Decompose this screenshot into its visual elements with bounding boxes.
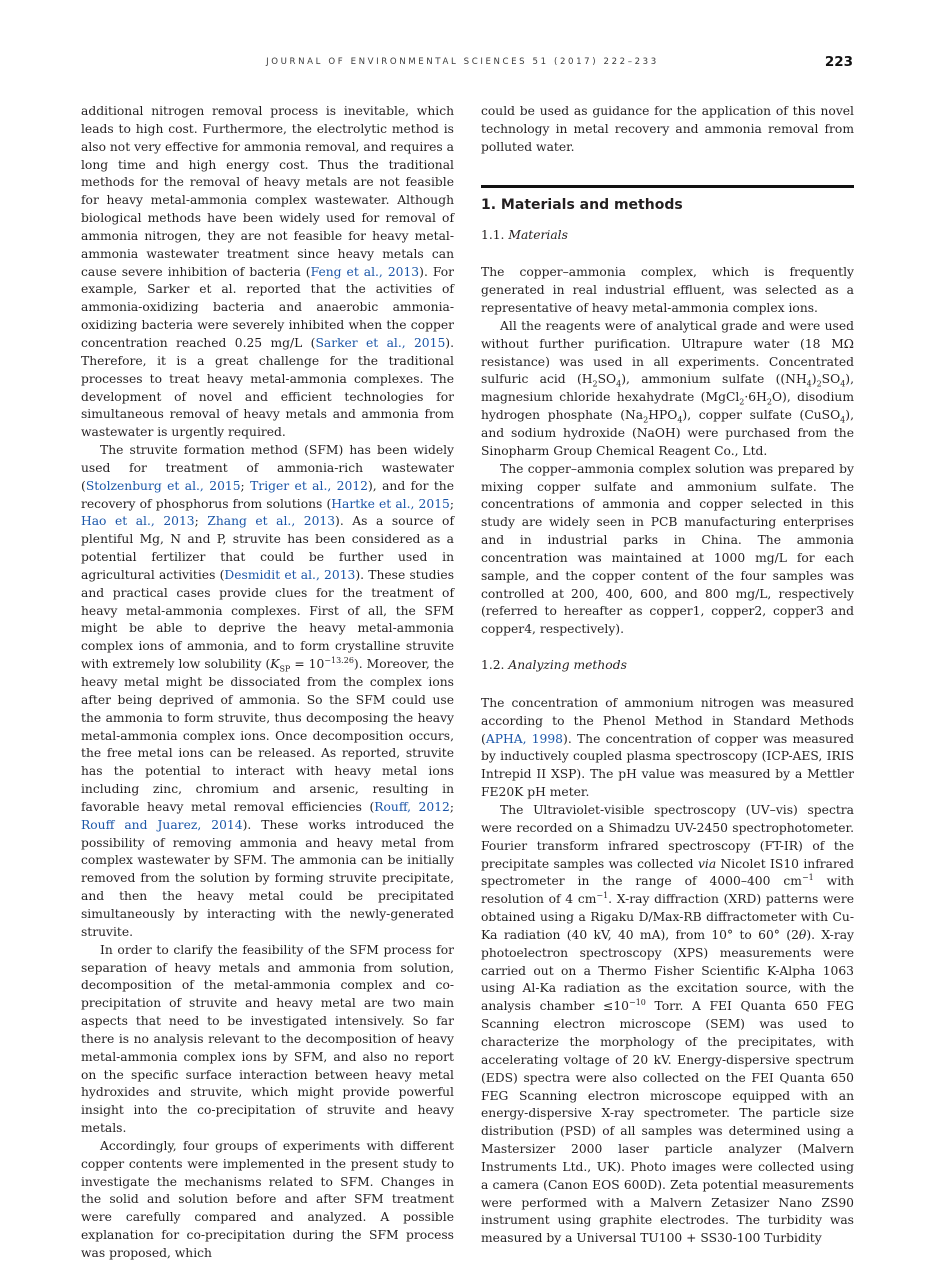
text: ). The concentration of copper was measured by inductively coupled plasma spectroscopy (ICP-AES, IRIS Intrepid II XSP). The pH value was measured by a Mettler FE20K pH meter. bbox=[481, 731, 854, 800]
text: additional nitrogen removal process is inevitable, which leads to high cost. Furthermore, the electrolytic method is also not very effective for ammonia removal, and requires a long time and high energy cost. Thus the traditional methods for the removal of heavy metals are not feasible for heavy metal-ammonia complex wastewater. Although biological methods have been widely used for removal of ammonia nitrogen, they are not feasible for heavy metal-ammonia wastewater treatment since heavy metals can cause severe inhibition of bacteria ( bbox=[81, 104, 454, 279]
text: ), and for the recovery of phosphorus from solutions ( bbox=[81, 478, 454, 511]
paragraph-accordingly: Accordingly, four groups of experiments with different copper contents were implemented in the present study to investigate the mechanisms related to SFM. Changes in the solid and solution before and after SFM treatment were carefully compared and analyzed. A possible explanation for co-precipitation during the SFM process was proposed, which bbox=[81, 1138, 454, 1260]
subsection-heading-analyzing bbox=[481, 657, 854, 675]
text: ), and sodium hydroxide (NaOH) were purchased from the Sinopharm Group Chemical Reagent Co., Ltd. bbox=[481, 408, 854, 458]
citation-link[interactable]: Rouff, 2012 bbox=[374, 799, 450, 814]
text: ). For example, Sarker et al. reported that the activities of ammonia-oxidizing bacteria and anaerobic ammonia-oxidizing bacteria were severely inhibited when the copper concentration reached 0.25 mg/L ( bbox=[81, 264, 454, 350]
text: ; bbox=[240, 478, 251, 493]
text: All the reagents were of analytical grade and were used without further purification. Ultrapure water (18 MΩ resistance) was used in all experiments. Concentrated sulfuric acid (H bbox=[481, 318, 854, 387]
text: . X-ray diffraction (XRD) patterns were obtained using a Rigaku D/Max-RB diffractometer with Cu-Ka radiation (40 kV, 40 mA), from 10° to 60° (2 bbox=[481, 892, 854, 942]
superscript: −1 bbox=[801, 873, 814, 883]
text: ). X-ray photoelectron spectroscopy (XPS) measurements were carried out on a Thermo Fisher Scientific K-Alpha 1063 using Al-Ka radiation as the excitation source, with the analysis chamber ≤10 bbox=[481, 927, 854, 1014]
citation-link[interactable]: Hartke et al., 2015 bbox=[331, 496, 450, 511]
subsection-number: 1.2. bbox=[481, 658, 509, 673]
text: Torr. A FEI Quanta 650 FEG Scanning electron microscope (SEM) was used to characterize the morphology of the precipitates, with accelerating voltage of 20 kV. Energy-dispersive spectrum (EDS) spectra were also collected on the FEI Quanta 650 FEG Scanning electron microscope equipped with an energy-dispersive X-ray spectrometer. The particle size distribution (PSD) of all samples was determined using a Mastersizer 2000 laser particle analyzer (Malvern Instruments Ltd., UK). Photo images were collected using a camera (Canon EOS 600D). Zeta potential measurements were performed with a Malvern Zetasizer Nano ZS90 instrument using graphite electrodes. The turbidity was measured by a Universal TU100 + SS30-100 Turbidity bbox=[481, 999, 854, 1246]
subscript: 4 bbox=[840, 415, 846, 425]
text: θ bbox=[798, 927, 807, 942]
citation-link[interactable]: Desmidit et al., 2013 bbox=[224, 567, 356, 582]
text: with resolution of 4 cm bbox=[481, 874, 854, 907]
citation-link[interactable]: Stolzenburg et al., 2015 bbox=[85, 478, 241, 493]
text: ). Therefore, it is a great challenge for the traditional processes to treat heavy metal-ammonia complexes. The development of novel and efficient technologies for simultaneous removal of heavy metals and ammonia from wastewater is urgently required. bbox=[81, 335, 454, 440]
subscript: 2 bbox=[592, 379, 598, 389]
text: ; bbox=[449, 799, 454, 814]
superscript: −10 bbox=[628, 998, 646, 1008]
subscript: 4 bbox=[840, 379, 846, 389]
paragraph-materials-1: The copper–ammonia complex, which is frequently generated in real industrial effluent, was selected as a representative of heavy metal-ammonia complex ions. bbox=[481, 265, 854, 316]
subsection-title: Materials bbox=[508, 227, 568, 242]
ksp-symbol: K bbox=[270, 657, 280, 672]
journal-running-title: JOURNAL OF ENVIRONMENTAL SCIENCES 51 (2017) 222–233 bbox=[266, 57, 659, 67]
citation-link[interactable]: Feng et al., 2013 bbox=[310, 264, 420, 279]
text: ). These studies and practical cases provide clues for the treatment of heavy metal-ammonia complexes. First of all, the SFM might be able to deprive the heavy metal-ammonia complex ions of ammonia, and to form crystalline struvite with extremely low solubility ( bbox=[81, 567, 455, 672]
text: O), disodium hydrogen phosphate (Na bbox=[481, 390, 854, 423]
subscript: 4 bbox=[806, 379, 812, 389]
text: ). These works introduced the possibility of removing ammonia and heavy metal from complex wastewater by SFM. The ammonia can be initially removed from the solution by forming struvite precipitate, and then the heavy metal could be precipitated simultaneously by interacting with the newly-generated struvite. bbox=[81, 817, 454, 939]
citation-link[interactable]: Hao et al., 2013 bbox=[81, 514, 195, 529]
citation-link[interactable]: Zhang et al., 2013 bbox=[207, 514, 336, 529]
subscript: 4 bbox=[616, 379, 622, 389]
subscript: 2 bbox=[816, 379, 822, 389]
text: The Ultraviolet-visible spectroscopy (UV–vis) spectra were recorded on a Shimadzu UV-2450 spectrophotometer. Fourier transform infrared spectroscopy (FT-IR) of the precipitate samples was collected bbox=[481, 803, 854, 871]
citation-link[interactable]: APHA, 1998 bbox=[485, 731, 564, 746]
subsection-number: 1.1. bbox=[481, 227, 509, 242]
subscript: 2 bbox=[766, 397, 772, 407]
subscript: 2 bbox=[643, 415, 649, 425]
text: ). Moreover, the heavy metal might be dissociated from the complex ions after being deprived of ammonia. So the SFM could use the ammonia to form struvite, thus decomposing the heavy metal-ammonia complex ions. Once decomposition occurs, the free metal ions can be released. As reported, struvite has the potential to interact with heavy metal ions including zinc, chromium and arsenic, resulting in favorable heavy metal removal efficiencies ( bbox=[81, 657, 454, 814]
superscript: −13.26 bbox=[324, 656, 354, 666]
text: ; bbox=[449, 496, 454, 511]
text: SO bbox=[597, 372, 617, 387]
text: ), ammonium sulfate ((NH bbox=[621, 372, 807, 387]
citation-link[interactable]: Triger et al., 2012 bbox=[250, 478, 368, 493]
paragraph-intro-continued bbox=[81, 103, 454, 442]
paragraph-materials-solution: The copper–ammonia complex solution was prepared by mixing copper sulfate and ammonium sulfate. The concentrations of ammonia and copper selected in this study are widely seen in PCB manufacturing enterprises and in industrial parks in China. The ammonia concentration was maintained at 1000 mg/L for each sample, and the copper content of the four samples was controlled at 200, 400, 600, and 800 mg/L, respectively (referred to hereafter as copper1, copper2, copper3 and copper4, respectively). bbox=[481, 461, 854, 637]
text: Nicolet IS10 infrared spectrometer in the range of 4000–400 cm bbox=[481, 856, 854, 889]
section-divider bbox=[481, 185, 854, 188]
superscript: −1 bbox=[596, 891, 609, 901]
paragraph-feasibility: In order to clarify the feasibility of the SFM process for separation of heavy metals and ammonia from solution, decomposition of the metal-ammonia complex and co-precipitation of struvite and heavy metal are two main aspects that need to be investigated intensively. So far there is no analysis relevant to the decomposition of heavy metal-ammonia complex ions by SFM, and also no report on the specific surface interaction between heavy metal hydroxides and struvite, which might provide powerful insight into the co-precipitation of struvite and heavy metals. bbox=[81, 942, 454, 1136]
text: ), magnesium chloride hexahydrate (MgCl bbox=[481, 372, 854, 405]
left-column bbox=[81, 103, 454, 1263]
paragraph-analyzing-1 bbox=[481, 695, 854, 802]
citation-link[interactable]: Rouff and Juarez, 2014 bbox=[81, 817, 243, 832]
text: = 10 bbox=[290, 657, 325, 672]
section-title: 1. Materials and methods bbox=[481, 196, 683, 213]
subscript: 4 bbox=[677, 415, 683, 425]
paragraph-struvite-method bbox=[81, 442, 454, 942]
right-column bbox=[481, 103, 854, 1248]
page-header bbox=[0, 54, 925, 74]
subsection-heading-materials bbox=[481, 227, 854, 245]
paragraph-analyzing-instruments bbox=[481, 802, 854, 1248]
subscript: SP bbox=[279, 664, 291, 674]
text: HPO bbox=[648, 408, 678, 423]
citation-link[interactable]: Sarker et al., 2015 bbox=[315, 335, 446, 350]
paragraph-intro-end: could be used as guidance for the application of this novel technology in metal recovery and ammonia removal from polluted water. bbox=[481, 104, 854, 154]
paragraph-materials-reagents bbox=[481, 318, 854, 461]
page-number: 223 bbox=[824, 54, 853, 70]
text: ) bbox=[811, 372, 817, 387]
text: SO bbox=[821, 372, 841, 387]
text: The struvite formation method (SFM) has been widely used for treatment of ammonia-rich wastewater ( bbox=[81, 443, 454, 493]
text: ; bbox=[194, 514, 208, 529]
text: ), copper sulfate (CuSO bbox=[682, 408, 841, 423]
subsection-title: Analyzing methods bbox=[508, 658, 627, 673]
text: ). As a source of plentiful Mg, N and P, struvite has been considered as a potential fertilizer that could be further used in agricultural activities ( bbox=[81, 514, 454, 582]
subscript: 2 bbox=[739, 397, 745, 407]
text: ·6H bbox=[744, 390, 767, 405]
text: The concentration of ammonium nitrogen was measured according to the Phenol Method in Standard Methods ( bbox=[481, 695, 854, 746]
text: via bbox=[697, 856, 717, 871]
